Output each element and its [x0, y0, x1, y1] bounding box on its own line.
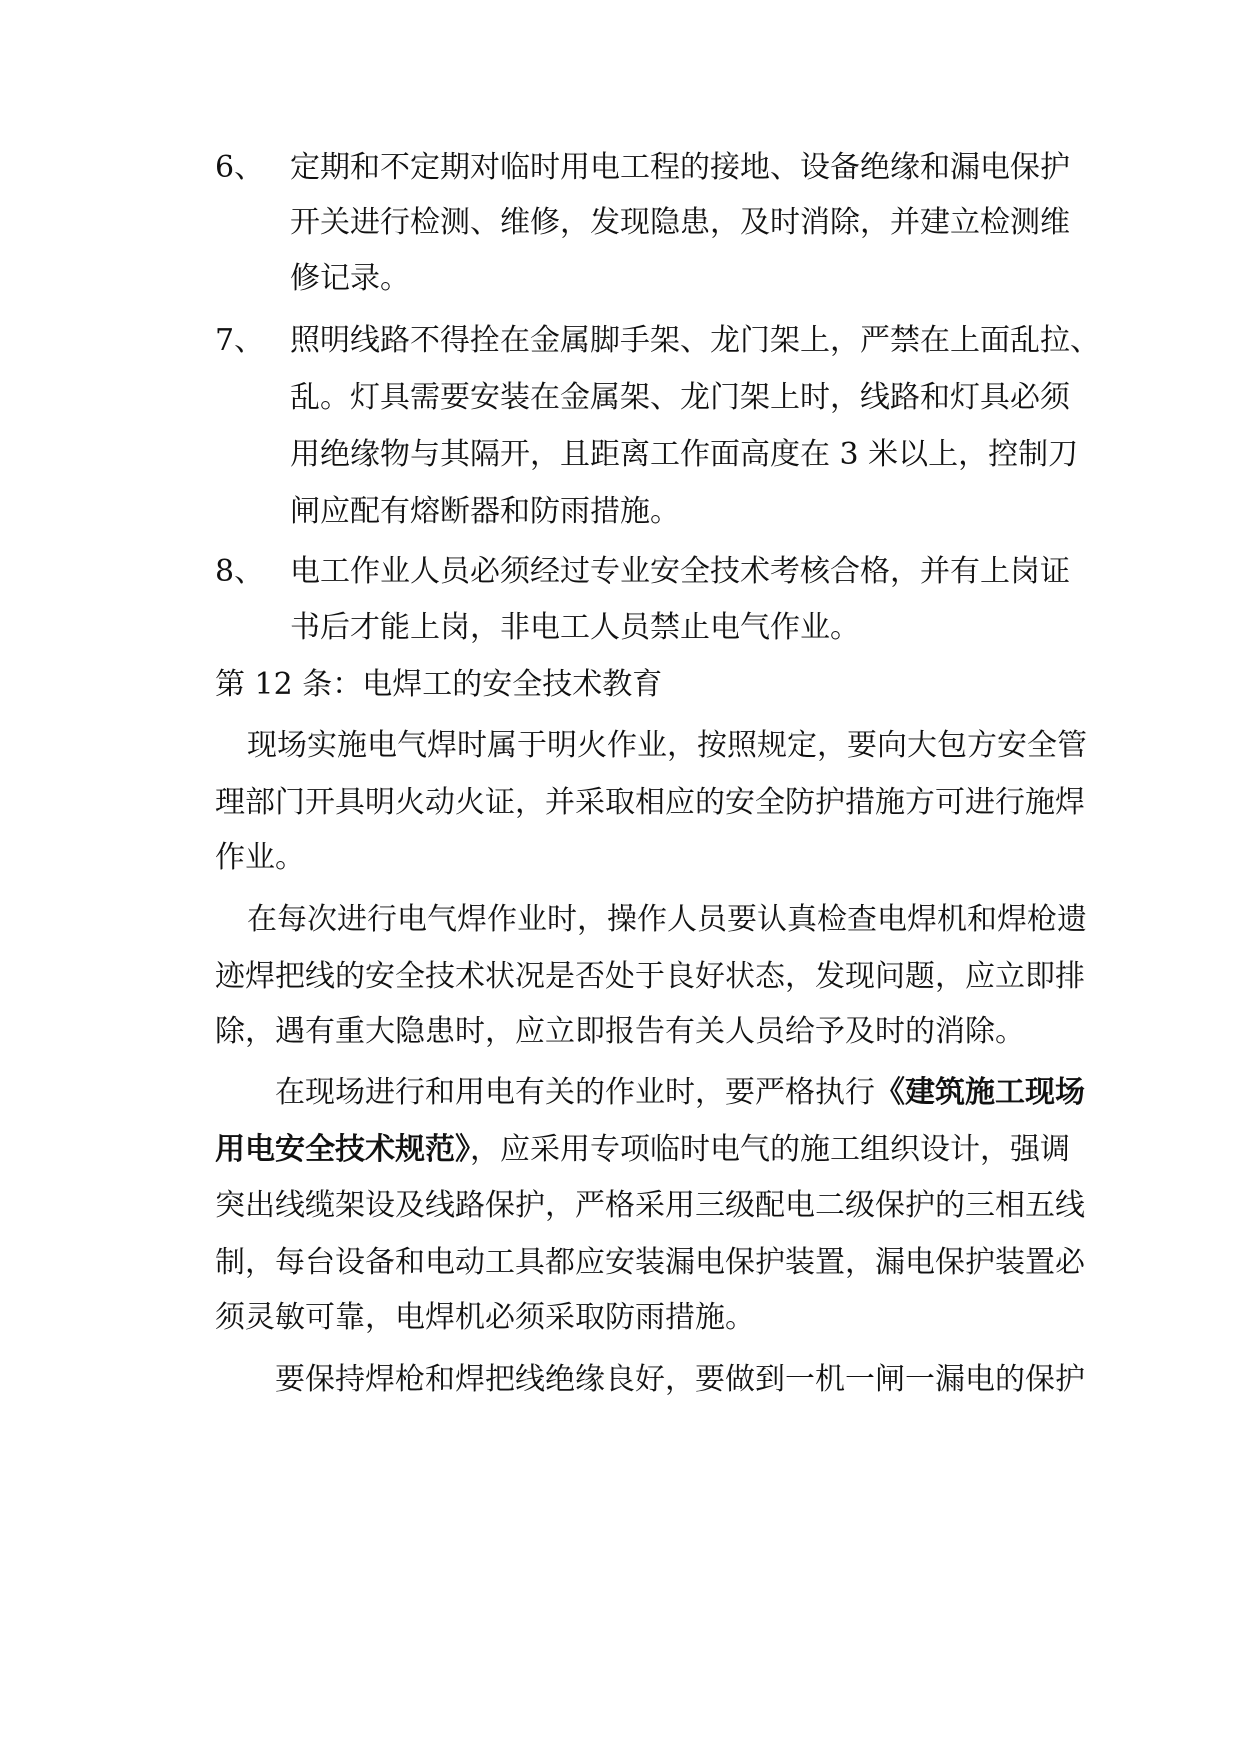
paragraph-line: 突出线缆架设及线路保护，严格采用三级配电二级保护的三相五线 [215, 1188, 1085, 1223]
list-item-line: 开关进行检测、维修，发现隐患，及时消除，并建立检测维 [290, 205, 1070, 240]
paragraph-line: 在每次进行电气焊作业时，操作人员要认真检查电焊机和焊枪遗 [247, 902, 1087, 937]
regulation-reference: 用电安全技术规范》 [215, 1132, 470, 1167]
list-item-line: 照明线路不得拴在金属脚手架、龙门架上，严禁在上面乱拉、 [290, 323, 1100, 358]
list-item-line: 乱。灯具需要安装在金属架、龙门架上时，线路和灯具必须 [290, 380, 1070, 415]
list-item-line: 书后才能上岗，非电工人员禁止电气作业。 [290, 610, 860, 645]
section-heading: 第 12 条：电焊工的安全技术教育 [215, 667, 663, 702]
paragraph-line [275, 1073, 1085, 1113]
paragraph-line: 除，遇有重大隐患时，应立即报告有关人员给予及时的消除。 [215, 1014, 1025, 1049]
paragraph-line: 作业。 [215, 840, 305, 875]
list-item-line: 定期和不定期对临时用电工程的接地、设备绝缘和漏电保护 [290, 150, 1070, 185]
list-item-number: 6、 [215, 150, 265, 185]
list-item-line: 用绝缘物与其隔开，且距离工作面高度在 3 米以上，控制刀 [290, 437, 1079, 472]
regulation-reference: 《建筑施工现场 [875, 1075, 1085, 1110]
list-item-number: 7、 [215, 323, 265, 358]
list-item-line: 电工作业人员必须经过专业安全技术考核合格，并有上岗证 [290, 554, 1070, 589]
paragraph-line: 要保持焊枪和焊把线绝缘良好，要做到一机一闸一漏电的保护 [275, 1362, 1085, 1397]
paragraph-line: 制，每台设备和电动工具都应安装漏电保护装置，漏电保护装置必 [215, 1245, 1085, 1280]
list-item-line: 闸应配有熔断器和防雨措施。 [290, 494, 680, 529]
paragraph-line: 迹焊把线的安全技术状况是否处于良好状态，发现问题，应立即排 [215, 959, 1085, 994]
paragraph-line: 须灵敏可靠，电焊机必须采取防雨措施。 [215, 1300, 755, 1335]
paragraph-line [215, 1130, 1070, 1170]
paragraph-text: 在现场进行和用电有关的作业时，要严格执行 [275, 1075, 875, 1110]
paragraph-text: ，应采用专项临时电气的施工组织设计，强调 [470, 1132, 1070, 1167]
list-item-line: 修记录。 [290, 261, 410, 296]
paragraph-line: 理部门开具明火动火证，并采取相应的安全防护措施方可进行施焊 [215, 785, 1085, 820]
paragraph-line: 现场实施电气焊时属于明火作业，按照规定，要向大包方安全管 [247, 728, 1087, 763]
list-item-number: 8、 [215, 554, 265, 589]
